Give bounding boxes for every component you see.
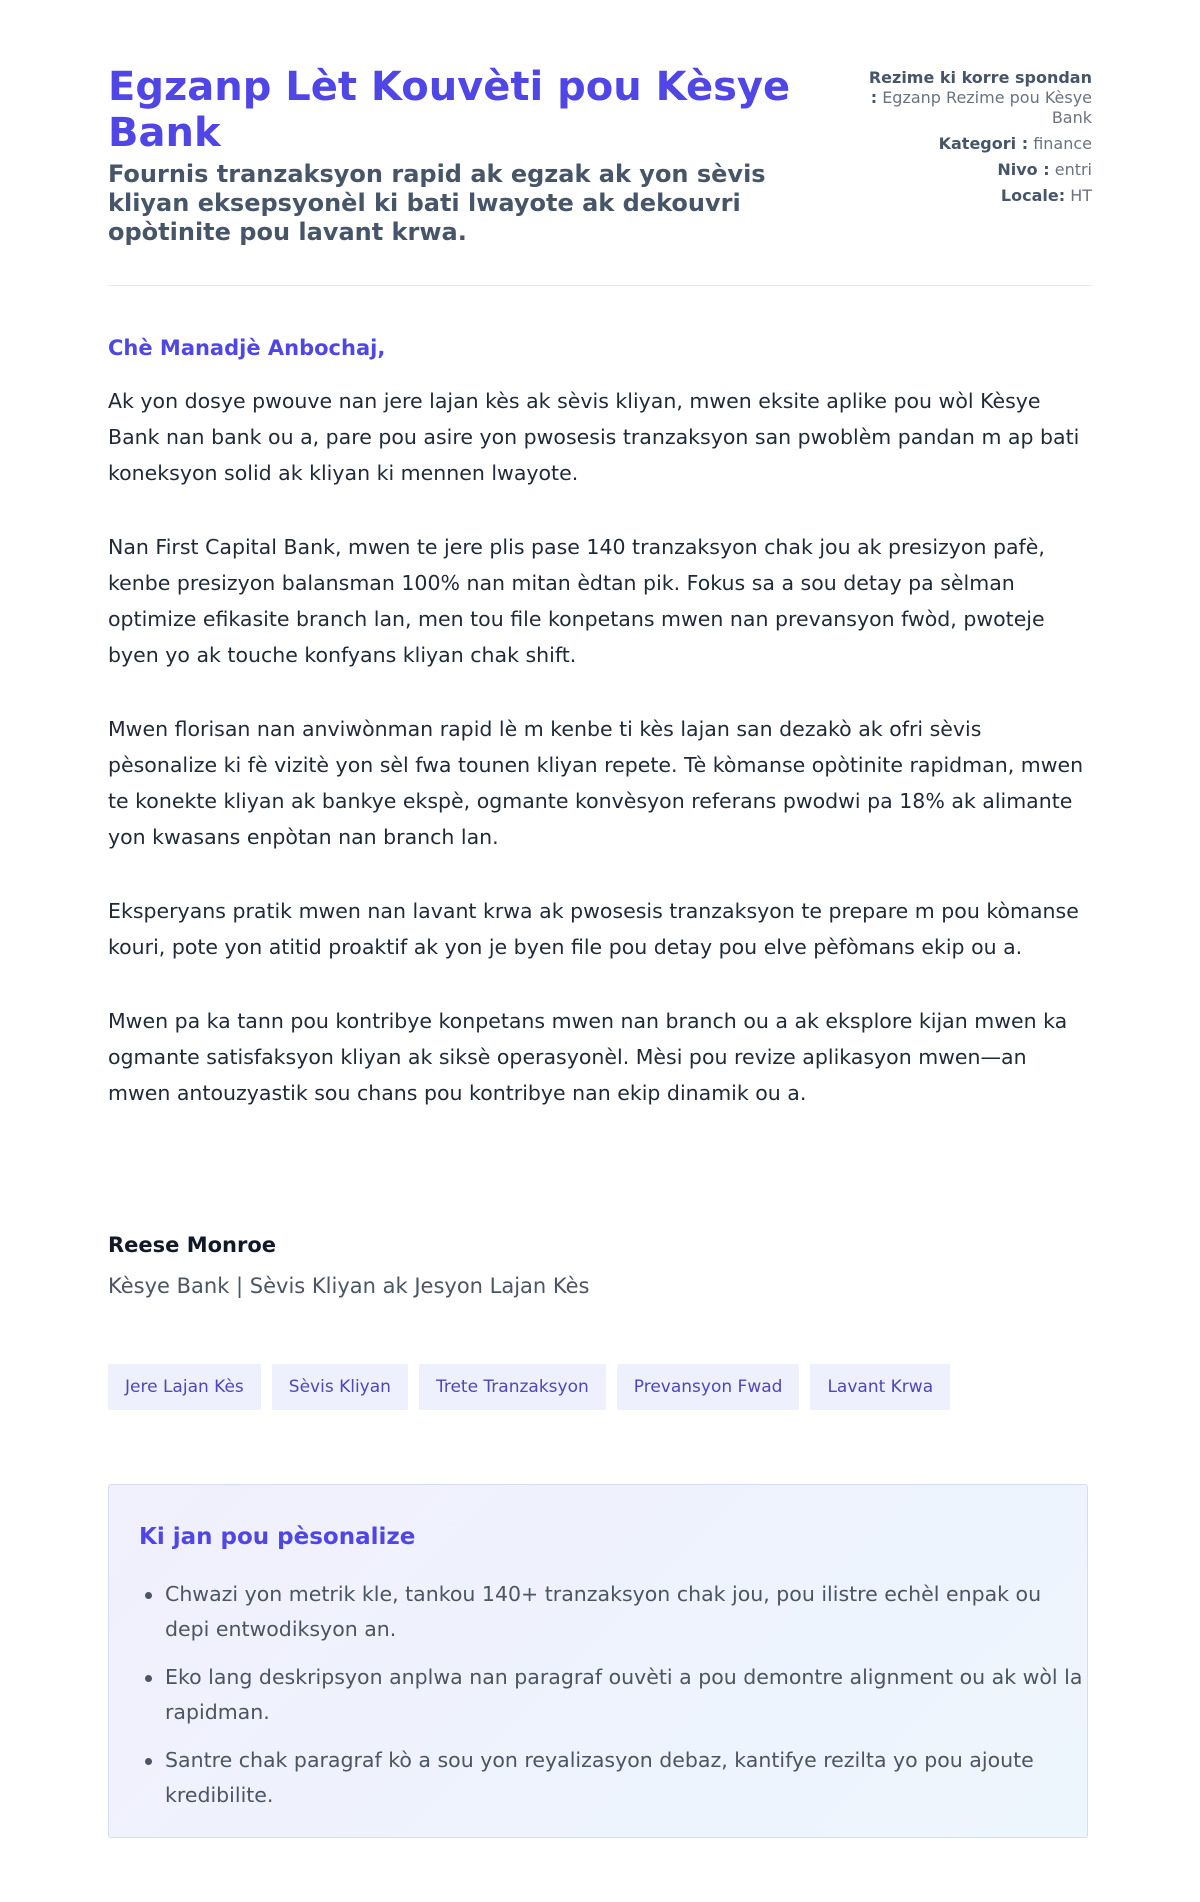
body-paragraph: Ak yon dosye pwouve nan jere lajan kès ak sèvis kliyan, mwen eksite aplike pou wòl Kèsye Bank nan bank ou a, pare pou asire yon pwosesis tranzaksyon san pwoblèm pandan m ap bati koneksyon solid ak kliyan ki mennen lwayote.	[108, 389, 1080, 485]
meta-row-level	[862, 160, 1092, 180]
meta-value: HT	[1070, 186, 1092, 205]
salutation: Chè Manadjè Anbochaj,	[108, 336, 386, 360]
tip-item: Santre chak paragraf kò a sou yon reyalizasyon debaz, kantifye rezilta yo pou ajoute kredibilite.	[165, 1743, 1085, 1813]
tip-item: Chwazi yon metrik kle, tankou 140+ tranzaksyon chak jou, pou ilistre echèl enpak ou depi entwodiksyon an.	[165, 1577, 1085, 1647]
body-paragraph: Mwen florisan nan anviwònman rapid lè m kenbe ti kès lajan san dezakò ak ofri sèvis pèsonalize ki fè vizitè yon sèl fwa tounen kliyan repete. Tè kòmanse opòtinite rapidman, mwen te konekte kliyan ak bankye ekspè, ogmante konvèsyon referans pwodwi pa 18% ak alimante yon kwasans enpòtan nan branch lan.	[108, 717, 1084, 849]
skill-tags	[108, 1364, 1092, 1410]
meta-row-resume	[862, 68, 1092, 128]
meta-value: entri	[1054, 160, 1092, 179]
body-paragraph: Nan First Capital Bank, mwen te jere plis pase 140 tranzaksyon chak jou ak presizyon pafè, kenbe presizyon balansman 100% nan mitan èdtan pik. Fokus sa a sou detay pa sèlman optimize efikasite branch lan, men tou file konpetans mwen nan prevansyon fwòd, pwoteje byen yo ak touche konfyans kliyan chak shift.	[108, 535, 1045, 667]
body-paragraph: Eksperyans pratik mwen nan lavant krwa ak pwosesis tranzaksyon te prepare m pou kòmanse kouri, pote yon atitid proaktif ak yon je byen file pou detay pou elve pèfòmans ekip ou a.	[108, 899, 1079, 959]
skill-tag: Jere Lajan Kès	[108, 1364, 261, 1410]
signature-title: Kèsye Bank | Sèvis Kliyan ak Jesyon Lajan Kès	[108, 1274, 590, 1298]
skill-tag: Lavant Krwa	[810, 1364, 950, 1410]
skill-tag: Sèvis Kliyan	[272, 1364, 408, 1410]
signature-name: Reese Monroe	[108, 1233, 277, 1257]
tips-list	[139, 1577, 1085, 1826]
meta-label: Kategori :	[938, 134, 1029, 153]
skill-tag: Prevansyon Fwad	[617, 1364, 800, 1410]
tips-title: Ki jan pou pèsonalize	[139, 1524, 416, 1550]
meta-value: finance	[1033, 134, 1092, 153]
meta-panel	[862, 68, 1092, 212]
body-paragraph: Mwen pa ka tann pou kontribye konpetans mwen nan branch ou a ak eksplore kijan mwen ka ogmante satisfaksyon kliyan ak siksè operasyonèl. Mèsi pou revize aplikasyon mwen—an mwen antouzyastik sou chans pou kontribye nan ekip dinamik ou a.	[108, 1009, 1068, 1105]
page-subtitle: Fournis tranzaksyon rapid ak egzak ak yon sèvis kliyan eksepsyonèl ki bati lwayote ak dekouvri opòtinite pou lavant krwa.	[108, 160, 766, 246]
letter-body	[108, 335, 1092, 1149]
meta-label: Rezime ki korre spondan :	[868, 68, 1092, 107]
customization-tips-box	[108, 1484, 1088, 1838]
signature-block	[108, 1232, 1092, 1300]
meta-value: Egzanp Rezime pou Kèsye Bank	[882, 88, 1092, 127]
meta-label: Locale:	[1000, 186, 1066, 205]
page-title: Egzanp Lèt Kouvèti pou Kèsye Bank	[108, 64, 791, 156]
tip-item: Eko lang deskripsyon anplwa nan paragraf ouvèti a pou demontre alignment ou ak wòl la rapidman.	[165, 1660, 1085, 1730]
skill-tag: Trete Tranzaksyon	[419, 1364, 606, 1410]
meta-row-locale	[862, 186, 1092, 206]
meta-row-category	[862, 134, 1092, 154]
meta-label: Nivo :	[997, 160, 1050, 179]
header-divider	[108, 285, 1092, 286]
